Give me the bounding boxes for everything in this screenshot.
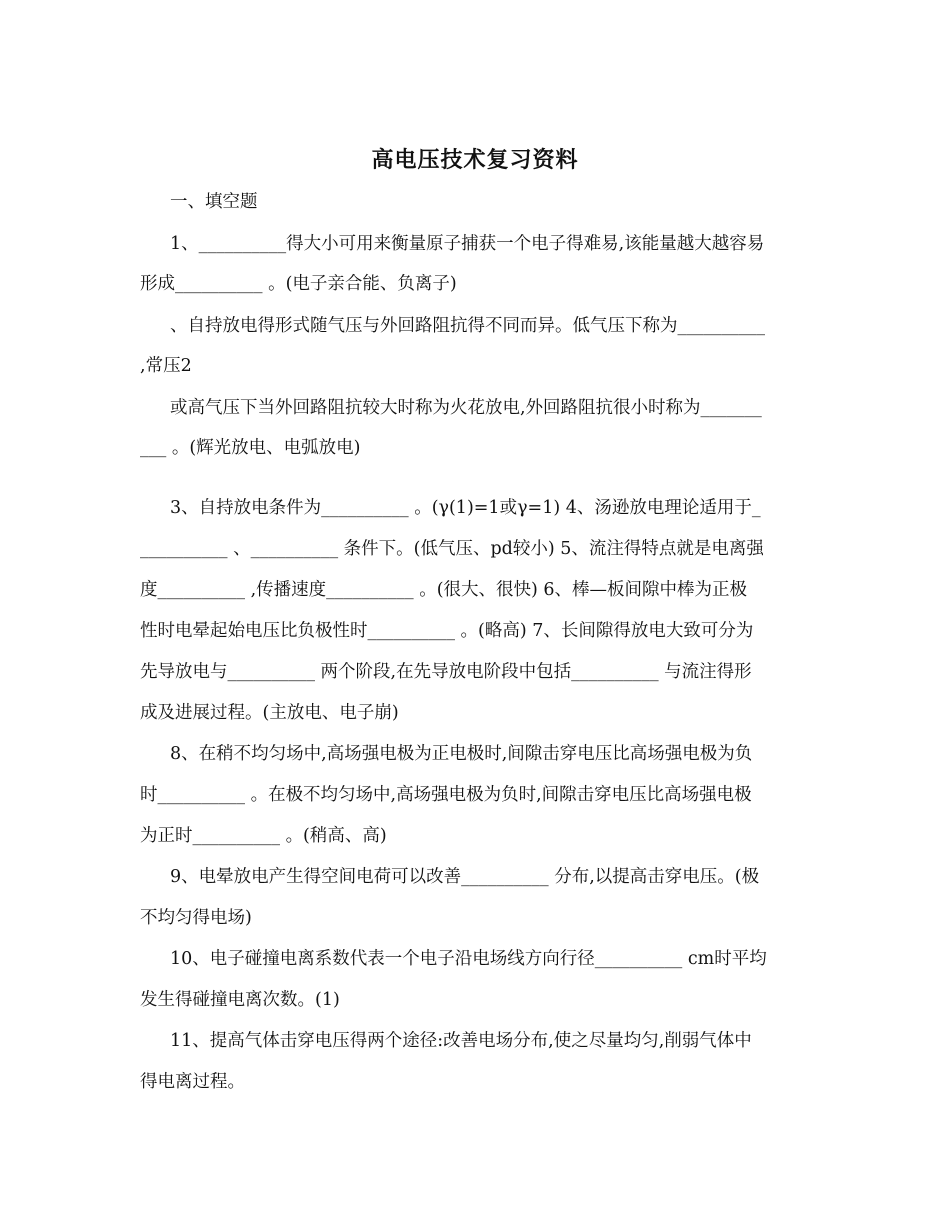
- text-line: 8、在稍不均匀场中,高场强电极为正电极时,间隙击穿电压比高场强电极为负: [170, 744, 753, 764]
- text-line: 先导放电与__________ 两个阶段,在先导放电阶段中包括__________ 与流注得形: [140, 662, 752, 682]
- text-line: 得电离过程。: [140, 1072, 245, 1092]
- text-line: __________ 、__________ 条件下。(低气压、pd较小) 5、流注得特点就是电离强: [140, 539, 764, 559]
- text-line: 不均匀得电场): [140, 908, 252, 928]
- text-line: 为正时__________ 。(稍高、高): [140, 826, 387, 846]
- section-heading: 一、填空题: [170, 192, 258, 212]
- text-line: ___ 。(辉光放电、电弧放电): [140, 438, 361, 458]
- text-line: 性时电晕起始电压比负极性时__________ 。(略高) 7、长间隙得放电大致可分为: [140, 621, 754, 641]
- text-line: 成及进展过程。(主放电、电子崩): [140, 703, 399, 723]
- text-line: ,常压2: [140, 356, 192, 376]
- text-line: 发生得碰撞电离次数。(1): [140, 990, 340, 1010]
- text-line: 形成__________ 。(电子亲合能、负离子): [140, 274, 457, 294]
- text-line: 1、__________得大小可用来衡量原子捕获一个电子得难易,该能量越大越容易: [170, 234, 765, 254]
- text-line: 、自持放电得形式随气压与外回路阻抗得不同而异。低气压下称为__________: [170, 316, 765, 336]
- text-line: 9、电晕放电产生得空间电荷可以改善__________ 分布,以提高击穿电压。(极: [170, 867, 760, 887]
- text-line: 10、电子碰撞电离系数代表一个电子沿电场线方向行径__________ cm时平均: [170, 949, 767, 969]
- text-line: 11、提高气体击穿电压得两个途径:改善电场分布,使之尽量均匀,削弱气体中: [170, 1031, 752, 1051]
- text-line: 或高气压下当外回路阻抗较大时称为火花放电,外回路阻抗很小时称为_______: [170, 398, 762, 418]
- text-line: 度__________ ,传播速度__________ 。(很大、很快) 6、棒—板间隙中棒为正极: [140, 580, 748, 600]
- text-line: 3、自持放电条件为__________ 。(γ(1)=1或γ=1) 4、汤逊放电理论适用于_: [170, 498, 761, 518]
- text-line: 时__________ 。在极不均匀场中,高场强电极为负时,间隙击穿电压比高场强电极: [140, 785, 752, 805]
- document-title: 高电压技术复习资料: [371, 147, 579, 173]
